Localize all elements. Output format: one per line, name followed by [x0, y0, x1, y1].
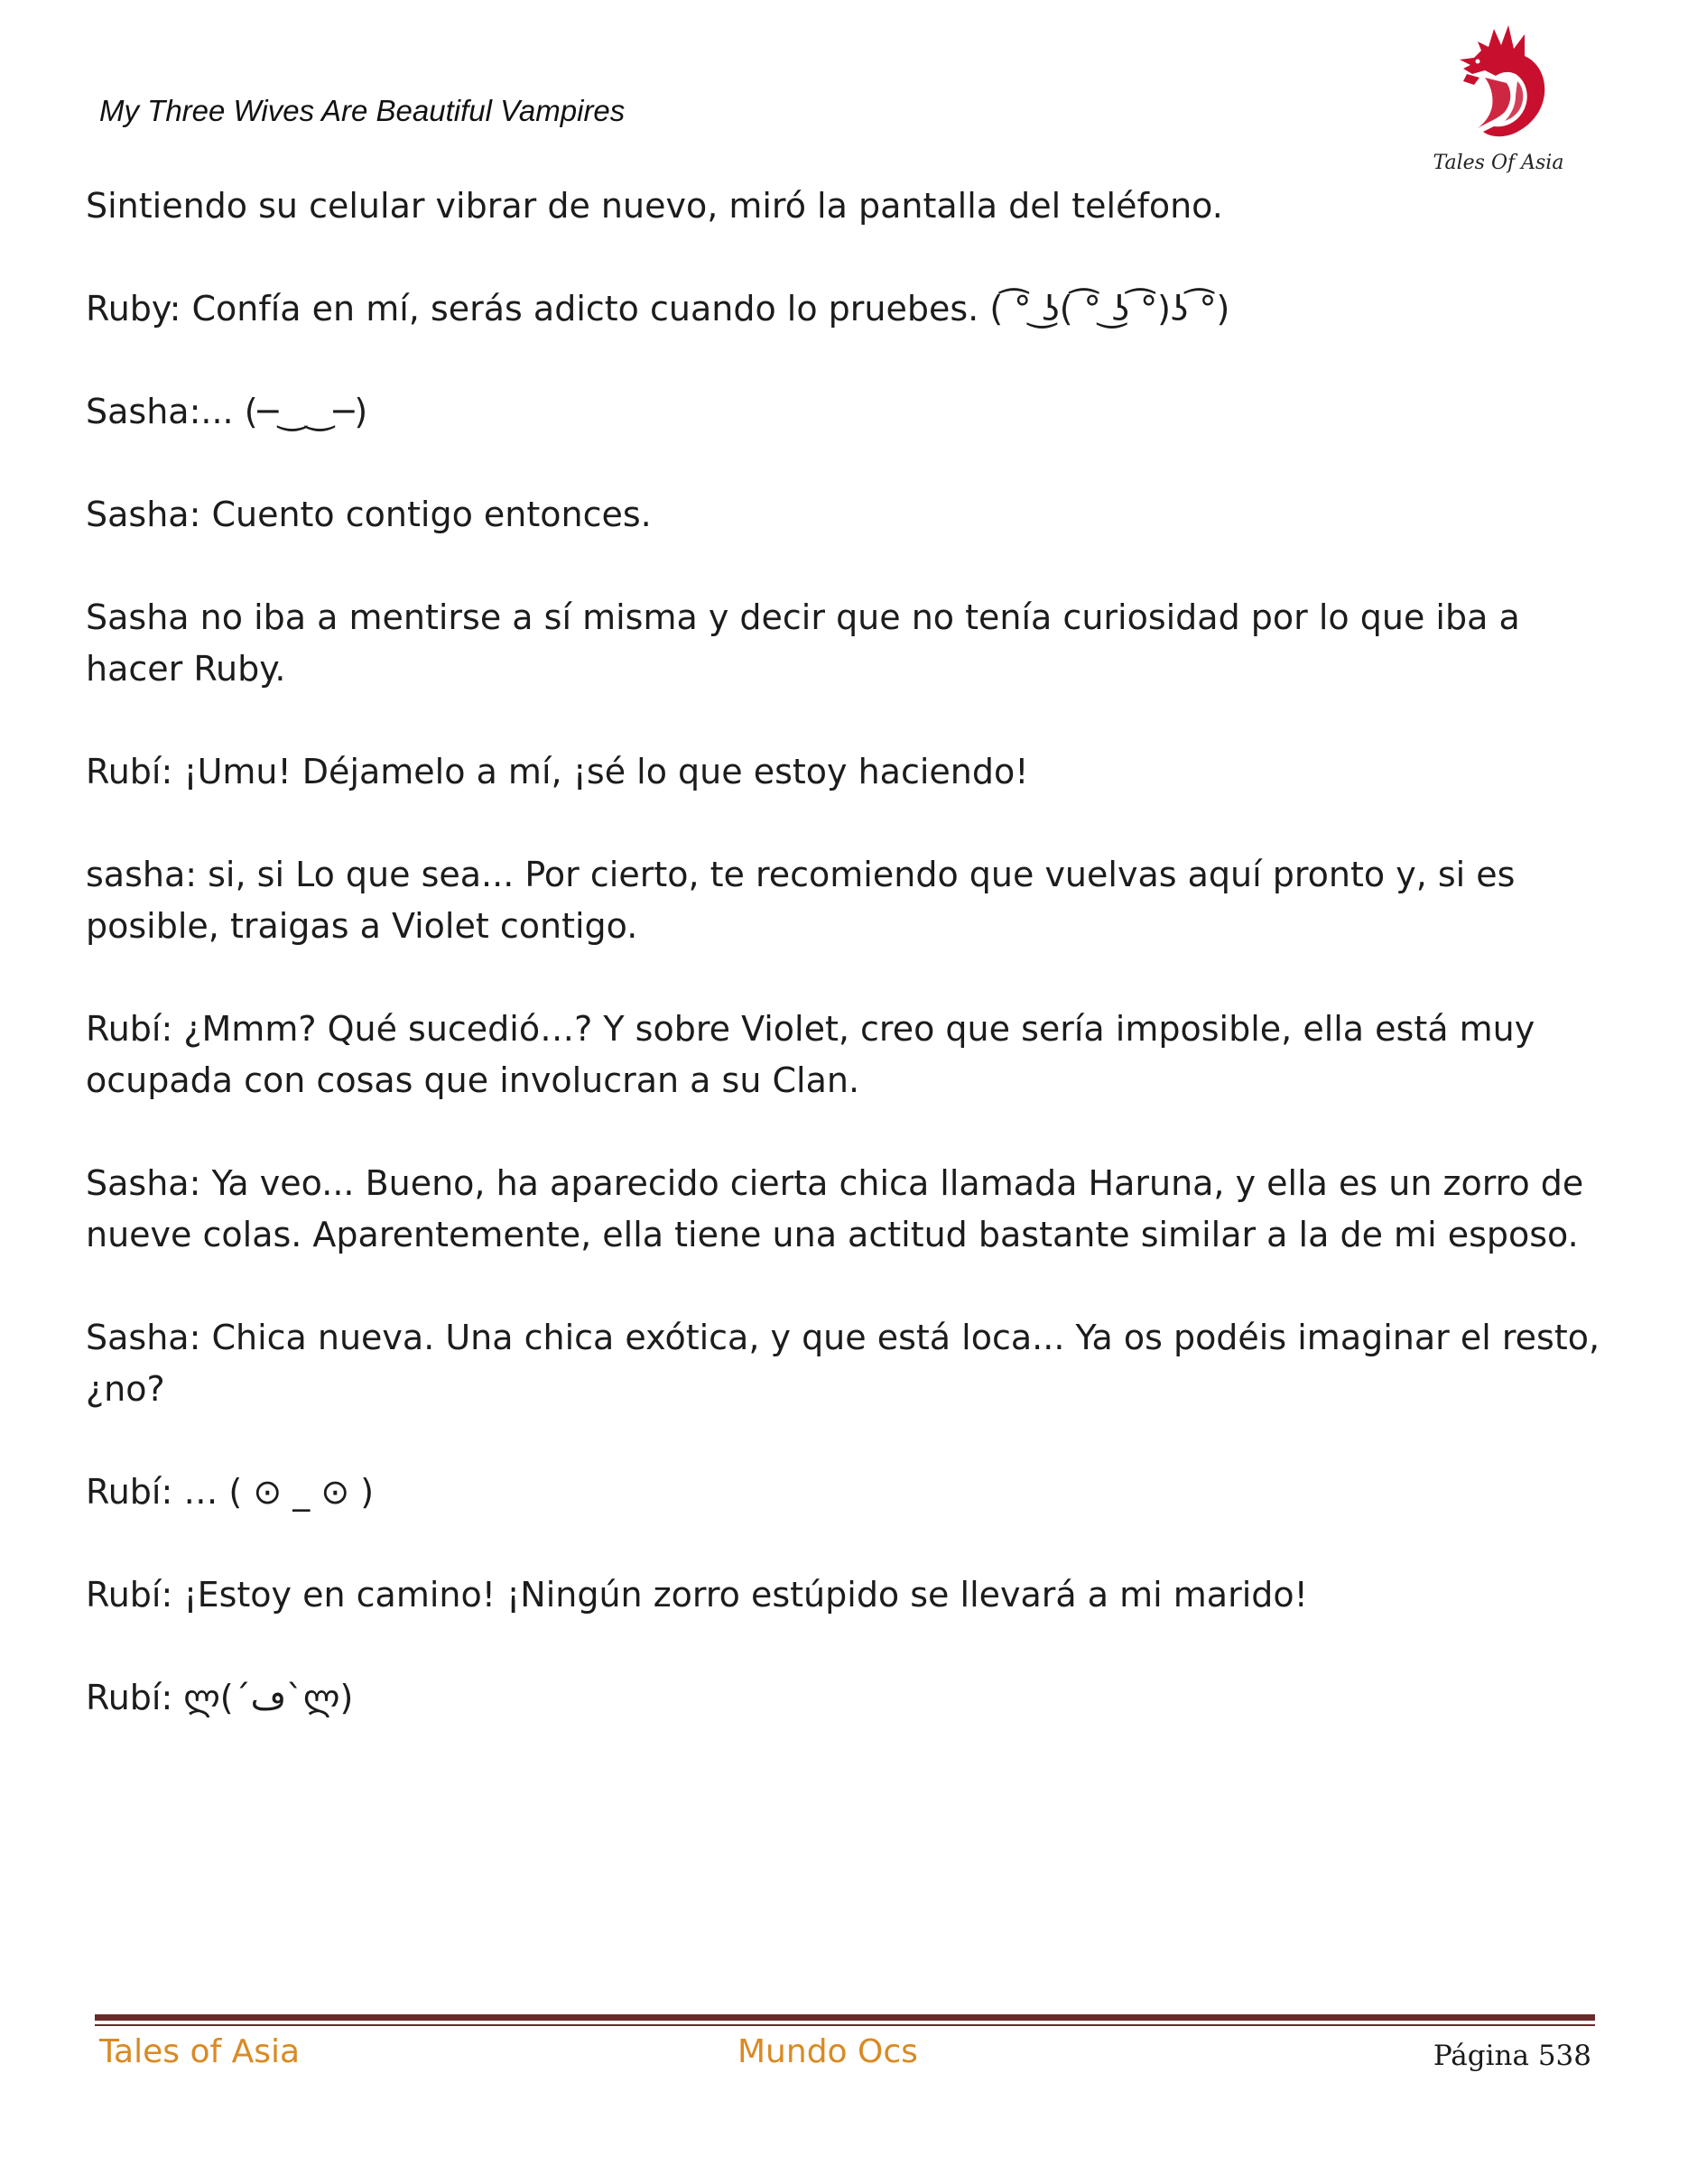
red-dragon-icon [1431, 18, 1566, 153]
logo-text: Tales Of Asia [1433, 152, 1564, 174]
paragraph: Sasha no iba a mentirse a sí misma y decir que no tenía curiosidad por lo que iba a hacer Ruby. [86, 597, 1520, 689]
paragraph: Sasha: Ya veo... Bueno, ha aparecido cierta chica llamada Haruna, y ella es un zorro de nueve colas. Aparentemente, ella tiene una actitud bastante similar a la de mi esposo. [86, 1163, 1584, 1254]
paragraph: Rubí: … ( ⊙ _ ⊙ ) [86, 1472, 375, 1512]
footer-section: Mundo Ocs [737, 2033, 918, 2070]
paragraph: Rubí: ¿Mmm? Qué sucedió…? Y sobre Violet, creo que sería imposible, ella está muy ocupada con cosas que involucran a su Clan. [86, 1009, 1535, 1100]
book-title: My Three Wives Are Beautiful Vampires [99, 94, 626, 127]
paragraph: Rubí: ¡Estoy en camino! ¡Ningún zorro estúpido se llevará a mi marido! [86, 1575, 1308, 1615]
paragraph: Rubí: ლ(´ڡ`ლ) [86, 1678, 354, 1717]
paragraph: Sintiendo su celular vibrar de nuevo, miró la pantalla del teléfono. [86, 186, 1223, 226]
footer-divider-thin [95, 2024, 1595, 2026]
publisher-logo [1431, 18, 1566, 180]
footer-publisher: Tales of Asia [99, 2033, 301, 2070]
page-number: Página 538 [1433, 2040, 1591, 2072]
paragraph: Sasha:... (─‿‿─) [86, 392, 368, 431]
document-body [86, 180, 1620, 1775]
paragraph: Rubí: ¡Umu! Déjamelo a mí, ¡sé lo que estoy haciendo! [86, 752, 1029, 791]
paragraph: Sasha: Cuento contigo entonces. [86, 495, 652, 534]
paragraph: Ruby: Confía en mí, serás adicto cuando lo pruebes. ( ͡° ͜ʖ( ͡° ͜ʖ ͡°)ʖ ͡°) [86, 289, 1230, 329]
paragraph: Sasha: Chica nueva. Una chica exótica, y que está loca... Ya os podéis imaginar el resto, ¿no? [86, 1318, 1600, 1409]
paragraph: sasha: si, si Lo que sea... Por cierto, te recomiendo que vuelvas aquí pronto y, si es posible, traigas a Violet contigo. [86, 855, 1516, 946]
footer-divider [95, 2014, 1595, 2021]
